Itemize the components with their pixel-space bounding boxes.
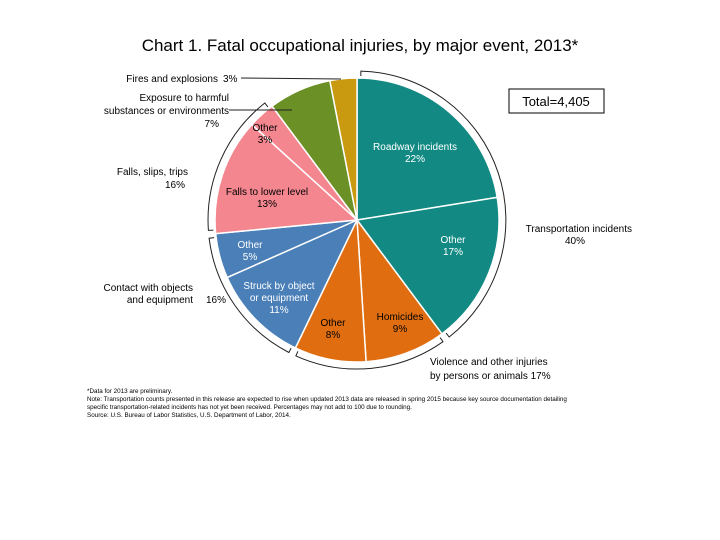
slice-label-7: Other 3% xyxy=(252,123,278,146)
total-box xyxy=(509,89,604,113)
slice-label-1: Other 17% xyxy=(440,235,466,258)
note-transportation: Note: Transportation counts presented in this release are expected to rise when updated 2013 data are released in spring 2015 because key source documentation detailing xyxy=(87,396,567,403)
note-transportation-cont: specific transportation-related incidents has not yet been received. Percentages may not add to 100 due to rounding. xyxy=(87,404,412,411)
leader-fires xyxy=(241,78,341,79)
group-label-fires-value: 3% xyxy=(223,74,238,85)
slice-label-2: Homicides 9% xyxy=(376,312,424,335)
group-label-falls: Falls, slips, trips 16% xyxy=(116,167,188,191)
chart-title: Chart 1. Fatal occupational injuries, by major event, 2013* xyxy=(141,36,579,55)
group-label-contact-value: 16% xyxy=(205,295,226,306)
slice-label-3: Other 8% xyxy=(320,318,346,341)
note-preliminary: *Data for 2013 are preliminary. xyxy=(87,388,173,395)
group-label-fires: Fires and explosions xyxy=(126,74,218,85)
slice-label-5: Other 5% xyxy=(237,240,263,263)
note-source: Source: U.S. Bureau of Labor Statistics, U.S. Department of Labor, 2014. xyxy=(87,412,291,419)
slice-label-4: Struck by object or equipment 11% xyxy=(243,281,315,316)
group-label-exposure: Exposure to harmful substances or environments 7% xyxy=(103,93,229,130)
group-label-transportation: Transportation incidents 40% xyxy=(525,224,632,247)
group-label-contact: Contact with objects and equipment xyxy=(103,283,193,306)
notes xyxy=(87,388,647,420)
slice-label-6: Falls to lower level 13% xyxy=(225,187,309,210)
pie-slices xyxy=(215,78,499,362)
group-label-violence: Violence and other injuries by persons or animals 17% xyxy=(430,357,551,382)
total-label: Total=4,405 xyxy=(522,94,590,109)
slice-label-0: Roadway incidents 22% xyxy=(373,142,457,165)
